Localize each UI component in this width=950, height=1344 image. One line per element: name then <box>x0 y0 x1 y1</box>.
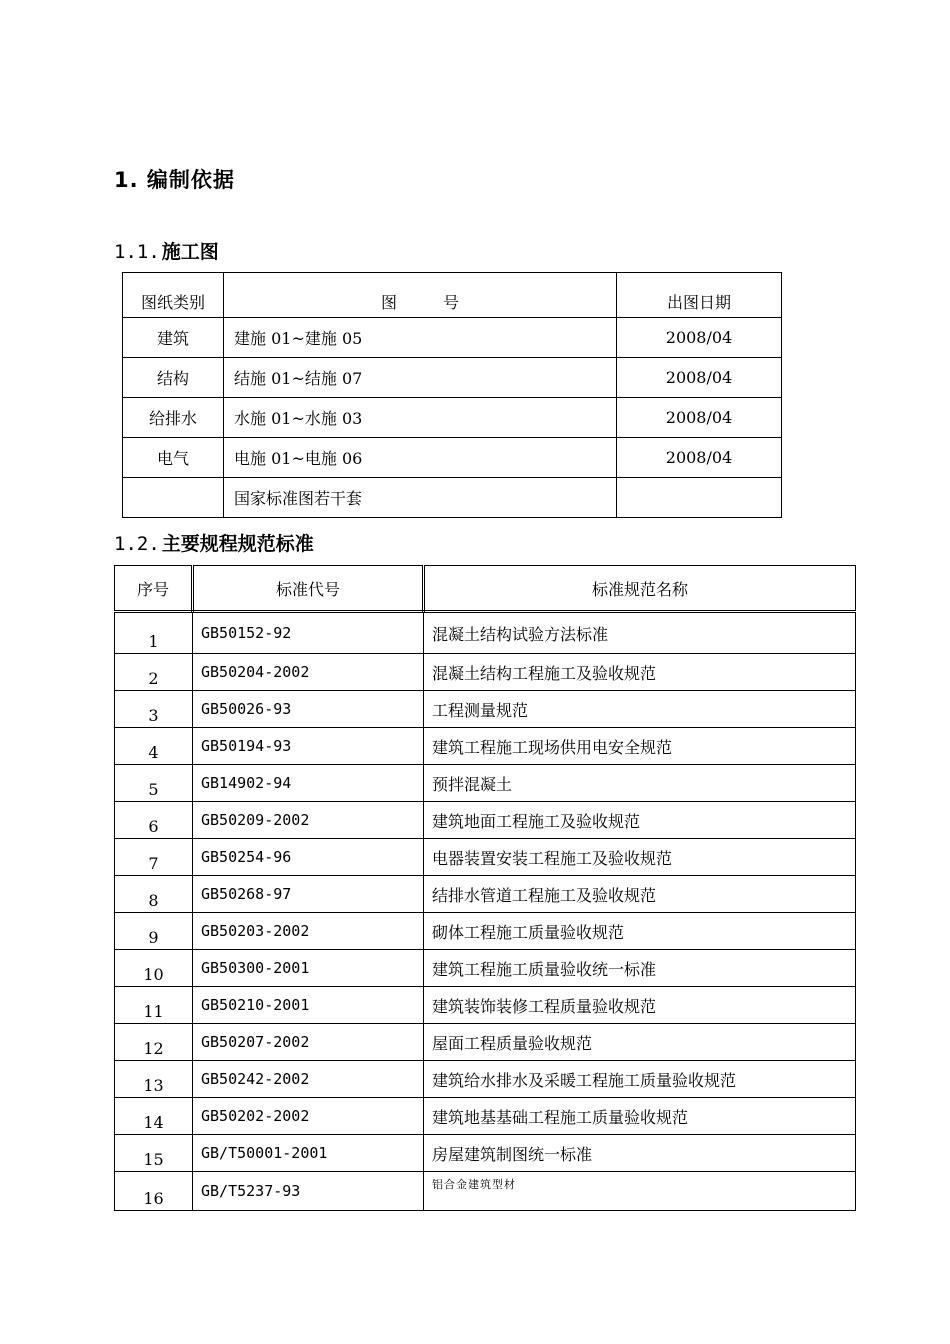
table-row <box>123 358 782 398</box>
header-seq: 序号 <box>115 566 193 612</box>
table-row <box>115 654 856 691</box>
standards-table <box>114 565 856 1211</box>
cell-code: GB/T5237-93 <box>193 1172 424 1211</box>
cell-code: GB14902-94 <box>193 765 424 802</box>
cell-name: 铝合金建筑型材 <box>424 1172 856 1211</box>
cell-date: 2008/04 <box>617 318 782 358</box>
cell-name: 工程测量规范 <box>424 691 856 728</box>
cell-seq: 7 <box>115 839 193 876</box>
section-1-heading <box>114 164 235 194</box>
cell-code: GB50026-93 <box>193 691 424 728</box>
cell-name: 结排水管道工程施工及验收规范 <box>424 876 856 913</box>
cell-seq: 6 <box>115 802 193 839</box>
cell-code: GB50152-92 <box>193 612 424 654</box>
section-1-2-title: 主要规程规范标准 <box>161 533 314 555</box>
cell-name: 混凝土结构试验方法标准 <box>424 612 856 654</box>
table-row <box>115 802 856 839</box>
cell-name: 房屋建筑制图统一标准 <box>424 1135 856 1172</box>
header-category: 图纸类别 <box>123 273 224 318</box>
cell-seq: 12 <box>115 1024 193 1061</box>
table-row <box>115 913 856 950</box>
cell-seq: 16 <box>115 1172 193 1211</box>
cell-seq: 11 <box>115 987 193 1024</box>
table-row <box>123 318 782 358</box>
cell-date <box>617 478 782 518</box>
cell-seq: 4 <box>115 728 193 765</box>
cell-drawing-no: 结施 01~结施 07 <box>224 358 617 398</box>
cell-name: 电器装置安装工程施工及验收规范 <box>424 839 856 876</box>
section-1-number: 1. <box>114 168 139 192</box>
section-1-1-heading <box>114 237 219 264</box>
cell-date: 2008/04 <box>617 438 782 478</box>
cell-name: 建筑给水排水及采暖工程施工质量验收规范 <box>424 1061 856 1098</box>
cell-seq: 8 <box>115 876 193 913</box>
cell-seq: 14 <box>115 1098 193 1135</box>
table-row <box>115 1135 856 1172</box>
cell-category: 结构 <box>123 358 224 398</box>
cell-seq: 2 <box>115 654 193 691</box>
cell-code: GB50268-97 <box>193 876 424 913</box>
table-row <box>115 1024 856 1061</box>
cell-name: 砌体工程施工质量验收规范 <box>424 913 856 950</box>
cell-category: 电气 <box>123 438 224 478</box>
cell-seq: 10 <box>115 950 193 987</box>
section-1-title: 编制依据 <box>146 168 235 192</box>
cell-drawing-no: 国家标准图若干套 <box>224 478 617 518</box>
table-row <box>115 950 856 987</box>
cell-code: GB50203-2002 <box>193 913 424 950</box>
cell-category: 给排水 <box>123 398 224 438</box>
cell-code: GB50254-96 <box>193 839 424 876</box>
cell-code: GB50204-2002 <box>193 654 424 691</box>
cell-name: 建筑地面工程施工及验收规范 <box>424 802 856 839</box>
table-row <box>123 478 782 518</box>
table-row <box>115 765 856 802</box>
header-date: 出图日期 <box>617 273 782 318</box>
cell-seq: 13 <box>115 1061 193 1098</box>
cell-seq: 1 <box>115 612 193 654</box>
drawings-table-header <box>123 273 782 318</box>
cell-seq: 9 <box>115 913 193 950</box>
standards-table-header <box>115 566 856 612</box>
cell-code: GB50207-2002 <box>193 1024 424 1061</box>
cell-name: 预拌混凝土 <box>424 765 856 802</box>
table-row <box>115 1098 856 1135</box>
header-drawing-no: 图 号 <box>224 273 617 318</box>
section-1-1-title: 施工图 <box>161 241 219 263</box>
header-name: 标准规范名称 <box>424 566 856 612</box>
table-row <box>123 438 782 478</box>
table-row <box>115 612 856 654</box>
section-1-2-heading <box>114 529 314 556</box>
cell-name: 建筑工程施工质量验收统一标准 <box>424 950 856 987</box>
cell-name: 建筑地基基础工程施工质量验收规范 <box>424 1098 856 1135</box>
cell-name: 屋面工程质量验收规范 <box>424 1024 856 1061</box>
cell-code: GB/T50001-2001 <box>193 1135 424 1172</box>
table-row <box>115 1061 856 1098</box>
cell-code: GB50194-93 <box>193 728 424 765</box>
header-code: 标准代号 <box>193 566 424 612</box>
table-row <box>115 691 856 728</box>
table-row <box>115 1172 856 1211</box>
cell-code: GB50300-2001 <box>193 950 424 987</box>
table-row <box>115 728 856 765</box>
cell-code: GB50210-2001 <box>193 987 424 1024</box>
cell-seq: 15 <box>115 1135 193 1172</box>
cell-drawing-no: 水施 01~水施 03 <box>224 398 617 438</box>
table-row <box>115 876 856 913</box>
drawings-table <box>122 272 782 518</box>
table-row <box>115 987 856 1024</box>
table-row <box>115 839 856 876</box>
cell-name: 建筑装饰装修工程质量验收规范 <box>424 987 856 1024</box>
cell-date: 2008/04 <box>617 398 782 438</box>
cell-name: 混凝土结构工程施工及验收规范 <box>424 654 856 691</box>
cell-seq: 3 <box>115 691 193 728</box>
cell-code: GB50209-2002 <box>193 802 424 839</box>
section-1-1-number: 1.1. <box>114 241 160 263</box>
table-row <box>123 398 782 438</box>
cell-category <box>123 478 224 518</box>
cell-code: GB50202-2002 <box>193 1098 424 1135</box>
cell-name: 建筑工程施工现场供用电安全规范 <box>424 728 856 765</box>
cell-seq: 5 <box>115 765 193 802</box>
cell-drawing-no: 电施 01~电施 06 <box>224 438 617 478</box>
cell-code: GB50242-2002 <box>193 1061 424 1098</box>
cell-category: 建筑 <box>123 318 224 358</box>
cell-drawing-no: 建施 01~建施 05 <box>224 318 617 358</box>
cell-date: 2008/04 <box>617 358 782 398</box>
section-1-2-number: 1.2. <box>114 533 160 555</box>
